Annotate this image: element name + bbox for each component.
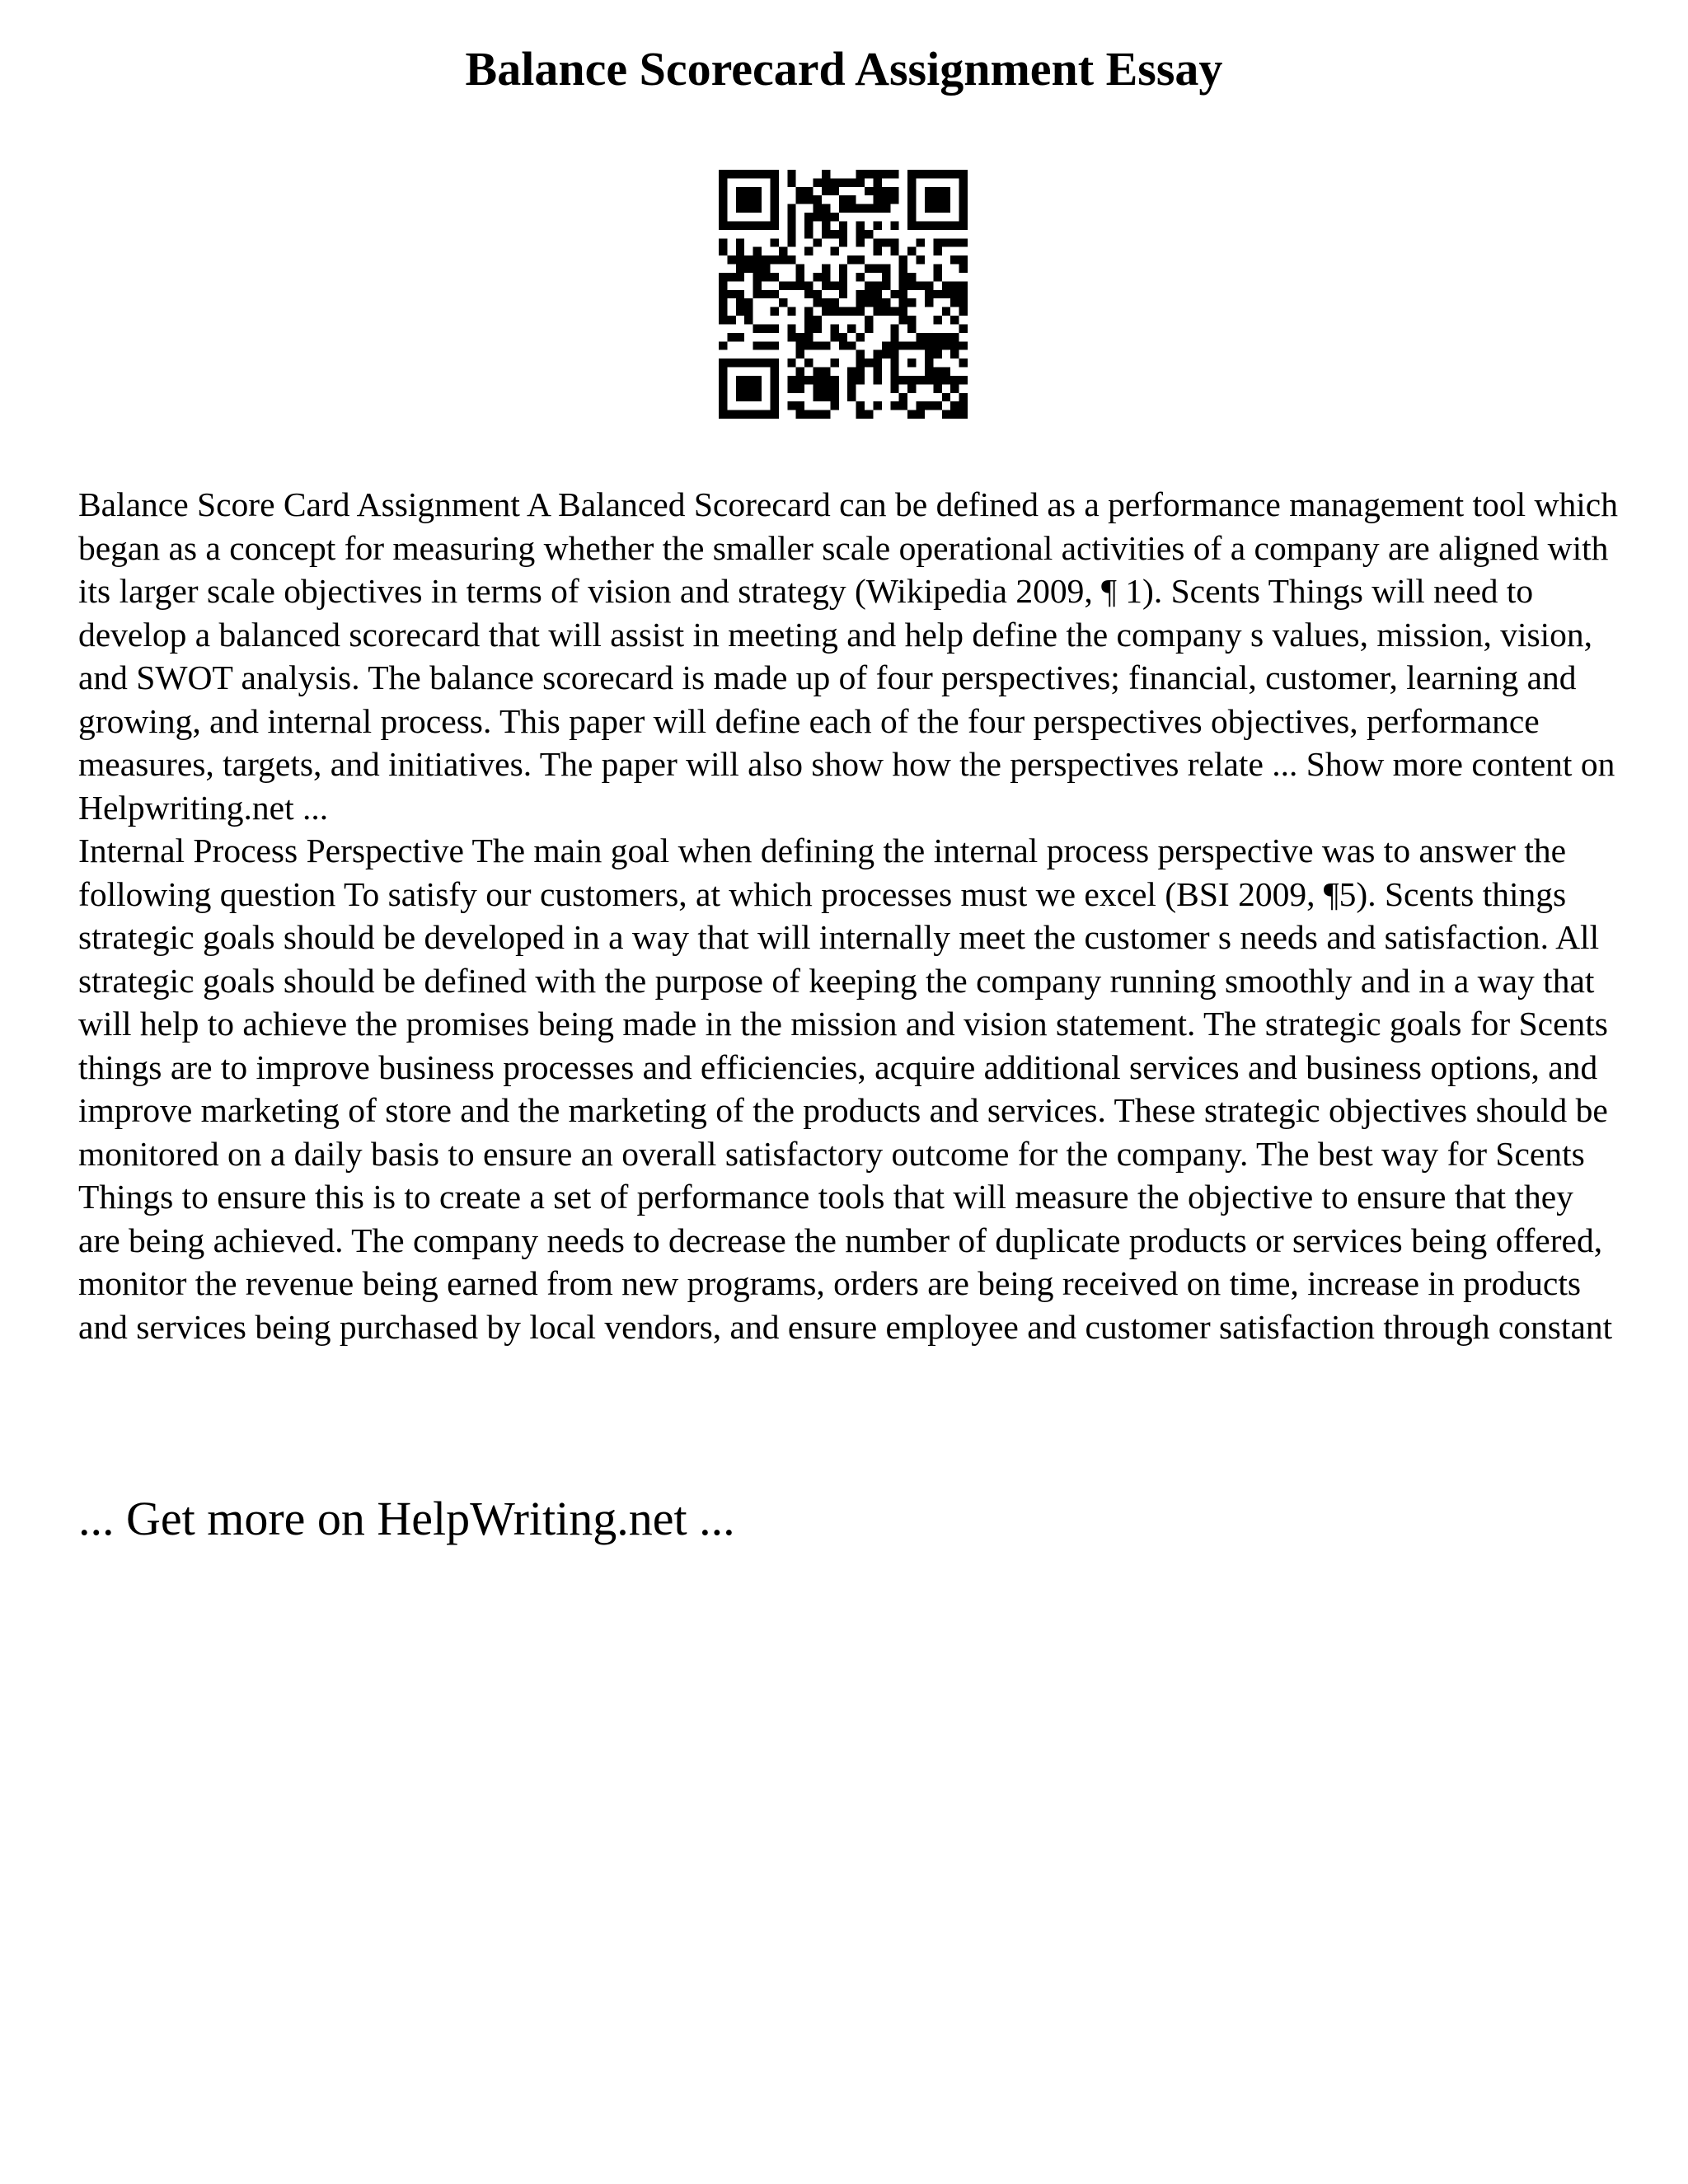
page-title: Balance Scorecard Assignment Essay <box>465 42 1223 96</box>
essay-paragraph-1: Balance Score Card Assignment A Balanced Scorecard can be defined as a performance management tool which began as a concept for measuring whether the smaller scale operational activities of a company are aligned with its larger scale objectives in terms of vision and strategy (Wikipedia 2009, ¶ 1). Scents Things will need to develop a balanced scorecard that will assist in meeting and help define the company s values, mission, vision, and SWOT analysis. The balance scorecard is made up of four perspectives; financial, customer, learning and growing, and internal process. This paper will define each of the four perspectives objectives, performance measures, targets, and initiatives. The paper will also show how the perspectives relate ... Show more content on Helpwriting.net ... <box>78 485 1618 827</box>
get-more-link[interactable]: ... Get more on HelpWriting.net ... <box>78 1492 735 1545</box>
essay-body <box>78 483 1620 1348</box>
qr-code-icon <box>719 170 968 419</box>
qr-code-graphic <box>719 170 968 419</box>
essay-paragraph-2: Internal Process Perspective The main goal when defining the internal process perspective was to answer the following question To satisfy our customers, at which processes must we excel (BSI 2009, ¶5). Scents things strategic goals should be developed in a way that will internally meet the customer s needs and satisfaction. All strategic goals should be defined with the purpose of keeping the company running smoothly and in a way that will help to achieve the promises being made in the mission and vision statement. The strategic goals for Scents things are to improve business processes and efficiencies, acquire additional services and business options, and improve marketing of store and the marketing of the products and services. These strategic objectives should be monitored on a daily basis to ensure an overall satisfactory outcome for the company. The best way for Scents Things to ensure this is to create a set of performance tools that will measure the objective to ensure that they are being achieved. The company needs to decrease the number of duplicate products or services being offered, monitor the revenue being earned from new programs, orders are being received on time, increase in products and services being purchased by local vendors, and ensure employee and customer satisfaction through constant <box>78 832 1613 1346</box>
